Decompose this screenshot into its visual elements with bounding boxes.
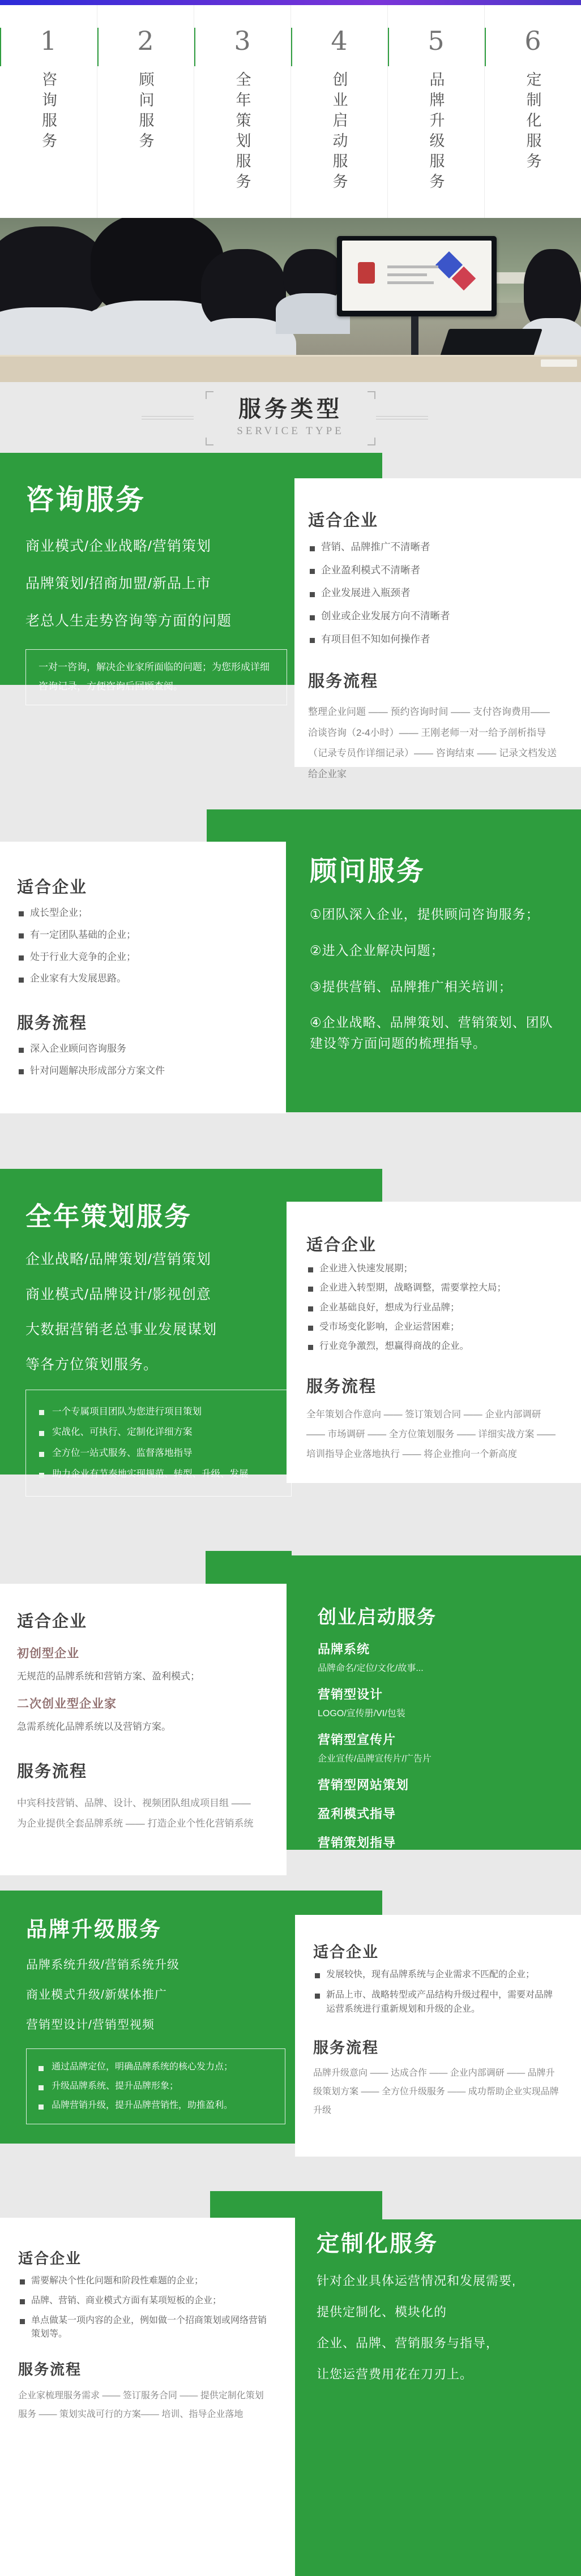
slide-text-line — [387, 273, 427, 276]
suitable-item: 创业或企业发展方向不清晰者 — [308, 610, 557, 623]
nav-label: 顾问服务 — [136, 71, 154, 153]
custom-line: 提供定制化、模块化的 — [317, 2305, 447, 2319]
suitable-heading: 适合企业 — [306, 1236, 377, 1254]
suitable-item: 行业竞争激烈，想赢得商战的企业。 — [306, 1340, 558, 1352]
suitable-item: 营销、品牌推广不清晰者 — [308, 541, 557, 554]
startup-group-heading: 营销型设计 — [318, 1687, 383, 1702]
custom-line: 企业、品牌、营销服务与指导， — [317, 2336, 499, 2350]
startup-detail-card — [0, 1584, 287, 1875]
suitable-item: 新品上市、战略转型或产品结构升级过程中，需要对品牌运营系统进行重新规划和升级的企业。 — [313, 1988, 559, 2017]
annual-detail-card — [287, 1202, 581, 1483]
custom-title: 定制化服务 — [317, 2231, 438, 2256]
startup-group-heading: 盈利模式指导 — [318, 1807, 396, 1821]
upgrade-line: 品牌系统升级/营销系统升级 — [26, 1958, 180, 1972]
process-flow: 全年策划合作意向 —— 签订策划合同 —— 企业内部调研 —— 市场调研 —— 全方位策划服务 —— 详细实战方案 —— 培训指导企业落地执行 —— 将企业推向一个新高度 — [306, 1409, 556, 1459]
process-heading: 服务流程 — [17, 1014, 88, 1033]
upgrade-highlight-box — [26, 2048, 285, 2124]
suitable-item: 发展较快，现有品牌系统与企业需求不匹配的企业； — [313, 1968, 559, 1982]
upgrade-box-item: 升级品牌系统、提升品牌形象； — [37, 2080, 275, 2093]
suitable-item: 企业发展进入瓶颈者 — [308, 586, 557, 600]
custom-line: 针对企业具体运营情况和发展需要, — [317, 2274, 516, 2288]
startup-group-heading: 营销型宣传片 — [318, 1733, 396, 1747]
nav-label: 品牌升级服务 — [427, 71, 445, 194]
suitable-item: 企业盈利模式不清晰者 — [308, 564, 557, 577]
consulting-title: 咨询服务 — [25, 484, 146, 516]
annual-line: 等各方位策划服务。 — [25, 1356, 159, 1373]
annual-title: 全年策划服务 — [25, 1202, 192, 1231]
startup-group-heading: 营销型网站策划 — [318, 1778, 409, 1793]
custom-line: 让您运营费用花在刀刃上。 — [317, 2367, 473, 2381]
nav-label: 定制化服务 — [524, 71, 541, 173]
nav-item-customized[interactable] — [484, 5, 581, 218]
page-subtitle: SERVICE TYPE — [237, 425, 344, 437]
decor-line-left — [142, 416, 194, 419]
person-silhouette — [283, 249, 343, 334]
nav-number: 5 — [428, 25, 445, 56]
custom-green-tab — [210, 2191, 382, 2219]
suitable-item: 有一定团队基础的企业； — [17, 928, 259, 942]
startup-group-detail: 企业宣传/品牌宣传片/广告片 — [318, 1754, 432, 1764]
process-heading: 服务流程 — [308, 672, 379, 691]
laptop-silhouette — [440, 329, 542, 356]
suitable-item: 企业基础良好，想成为行业品牌； — [306, 1301, 558, 1314]
process-flow: 品牌升级意向 —— 达成合作 —— 企业内部调研 —— 品牌升级策划方案 —— 全方位升级服务 —— 成功帮助企业实现品牌升级 — [313, 2068, 559, 2115]
annual-box-item: 一个专属项目团队为您进行项目策划 — [37, 1405, 280, 1419]
annual-line: 商业模式/品牌设计/影视创意 — [25, 1286, 211, 1302]
nav-item-brand-upgrade[interactable] — [387, 5, 484, 218]
consulting-detail-card — [294, 478, 581, 779]
consulting-line: 商业模式/企业战略/营销策划 — [25, 538, 211, 554]
suitable-heading: 适合企业 — [308, 512, 379, 530]
suitable-item: 处于行业大竞争的企业； — [17, 950, 259, 964]
nav-label: 咨询服务 — [40, 71, 57, 153]
top-accent-bar — [0, 0, 581, 5]
suitable-item: 品牌、营销、商业模式方面有某项短板的企业； — [18, 2294, 267, 2308]
process-flow: 企业家梳理服务需求 —— 签订服务合同 —— 提供定制化策划服务 —— 策划实战可行的方案—— 培训、指导企业落地 — [18, 2391, 264, 2419]
corner-bracket — [368, 438, 375, 445]
corner-bracket — [206, 438, 213, 445]
consulting-highlight-box: 一对一咨询，解决企业家所面临的问题；为您形成详细咨询记录，方便咨询后回顾查阅。 — [25, 649, 287, 706]
annual-box-item: 实战化、可执行、定制化详细方案 — [37, 1425, 280, 1439]
upgrade-detail-card — [295, 1915, 581, 2157]
page-title: 服务类型 — [238, 397, 343, 422]
annual-line: 企业战略/品牌策划/营销策划 — [25, 1251, 211, 1267]
nav-item-startup[interactable] — [290, 5, 387, 218]
suitable-subheading: 二次创业型企业家 — [17, 1698, 117, 1711]
advisory-green-tab — [207, 809, 292, 842]
process-item: 针对问题解决形成部分方案文件 — [17, 1064, 259, 1078]
nav-number: 4 — [331, 25, 348, 56]
nav-number: 6 — [524, 25, 541, 56]
suitable-item: 受市场变化影响，企业运营困难； — [306, 1321, 558, 1333]
presentation-tv — [337, 236, 497, 316]
upgrade-line: 商业模式升级/新媒体推广 — [26, 1988, 167, 2002]
upgrade-line: 营销型设计/营销型视频 — [26, 2018, 155, 2032]
suitable-heading: 适合企业 — [18, 2250, 82, 2267]
annual-box-item: 助力企业有节奏地实现规范、转型、升级、发展 — [37, 1467, 280, 1481]
startup-title: 创业启动服务 — [318, 1606, 437, 1627]
startup-green-panel — [287, 1555, 581, 1850]
corner-bracket — [206, 391, 213, 399]
nav-number: 1 — [40, 25, 57, 56]
consulting-line: 品牌策划/招商加盟/新品上市 — [25, 575, 211, 592]
upgrade-title: 品牌升级服务 — [26, 1918, 162, 1941]
papers — [541, 359, 577, 367]
service-nav — [0, 5, 581, 218]
process-flow: 中宾科技营销、品牌、设计、视频团队组成项目组 —— 为企业提供全套品牌系统 —— 打造企业个性化营销系统 — [17, 1798, 254, 1829]
desk — [0, 355, 581, 382]
process-heading: 服务流程 — [17, 1763, 88, 1781]
suitable-subheading: 初创型企业 — [17, 1647, 79, 1660]
startup-group-detail: 品牌命名/定位/文化/故事... — [318, 1664, 424, 1674]
process-heading: 服务流程 — [313, 2039, 379, 2057]
section-type-header — [0, 382, 581, 453]
startup-green-tab — [206, 1551, 292, 1584]
suitable-item: 企业进入转型期，战略调整，需要掌控大局； — [306, 1281, 558, 1294]
suitable-item: 有项目但不知如何操作者 — [308, 633, 557, 646]
suitable-item: 单点做某一项内容的企业，例如做一个招商策划或网络营销策划等。 — [18, 2314, 267, 2341]
process-item: 深入企业顾问咨询服务 — [17, 1042, 259, 1056]
nav-item-consulting[interactable] — [0, 5, 97, 218]
startup-group-detail: LOGO/宣传册/VI/包装 — [318, 1709, 405, 1719]
suitable-subtext: 急需系统化品牌系统以及营销方案。 — [17, 1721, 171, 1732]
nav-number: 2 — [137, 25, 154, 56]
startup-group-heading: 营销策划指导 — [318, 1836, 396, 1850]
custom-green-panel — [295, 2219, 581, 2576]
upgrade-box-item: 品牌营销升级，提升品牌营销性，助推盈利。 — [37, 2099, 275, 2112]
nav-number: 3 — [234, 25, 251, 56]
suitable-subtext: 无规范的品牌系统和营销方案、盈利模式； — [17, 1671, 200, 1682]
process-heading: 服务流程 — [306, 1378, 377, 1396]
advisory-title: 顾问服务 — [310, 856, 426, 886]
advisory-item: ①团队深入企业，提供顾问咨询服务； — [310, 907, 540, 921]
annual-highlight-box — [25, 1390, 292, 1497]
suitable-item: 成长型企业； — [17, 906, 259, 920]
custom-detail-card — [0, 2218, 295, 2576]
process-flow: 整理企业问题 —— 预约咨询时间 —— 支付咨询费用——洽谈咨询（2-4小时）—— 王刚老师一对一给予剖析指导（记录专员作详细记录）—— 咨询结束 —— 记录文档发送给企业家 — [308, 706, 557, 779]
advisory-green-panel — [286, 809, 581, 1112]
upgrade-box-item: 通过品牌定位，明确品牌系统的核心发力点； — [37, 2060, 275, 2074]
slide-text-line — [387, 265, 438, 268]
advisory-item: ④企业战略、品牌策划、营销策划、团队建设等方面问题的梳理指导。 — [310, 1015, 553, 1051]
banner-photo — [0, 218, 581, 382]
nav-label: 创业启动服务 — [330, 71, 348, 194]
slide-text-line — [387, 281, 434, 284]
suitable-heading: 适合企业 — [313, 1944, 379, 1961]
startup-group-heading: 品牌系统 — [318, 1642, 370, 1657]
annual-box-item: 全方位一站式服务、监督落地指导 — [37, 1446, 280, 1460]
nav-label: 全年策划服务 — [233, 71, 251, 194]
corner-bracket — [368, 391, 375, 399]
consulting-line: 老总人生走势咨询等方面的问题 — [25, 612, 232, 629]
suitable-item: 企业进入快速发展期； — [306, 1262, 558, 1275]
tv-screen — [342, 241, 492, 311]
suitable-item: 需要解决个性化问题和阶段性难题的企业； — [18, 2274, 267, 2288]
nav-item-advisory[interactable] — [97, 5, 194, 218]
advisory-item: ③提供营销、品牌推广相关培训； — [310, 979, 512, 994]
suitable-item: 企业家有大发展思路。 — [17, 972, 259, 985]
decor-line-right — [376, 416, 428, 419]
advisory-item: ②进入企业解决问题； — [310, 942, 445, 958]
tv-stand-pole — [411, 316, 418, 357]
process-heading: 服务流程 — [18, 2361, 82, 2378]
suitable-heading: 适合企业 — [17, 878, 88, 897]
advisory-detail-card — [0, 842, 286, 1113]
slide-red-graphic — [358, 262, 375, 284]
annual-line: 大数据营销老总事业发展谋划 — [25, 1321, 217, 1338]
nav-item-annual-planning[interactable] — [194, 5, 290, 218]
suitable-heading: 适合企业 — [17, 1613, 88, 1631]
type-header-frame — [218, 392, 363, 444]
